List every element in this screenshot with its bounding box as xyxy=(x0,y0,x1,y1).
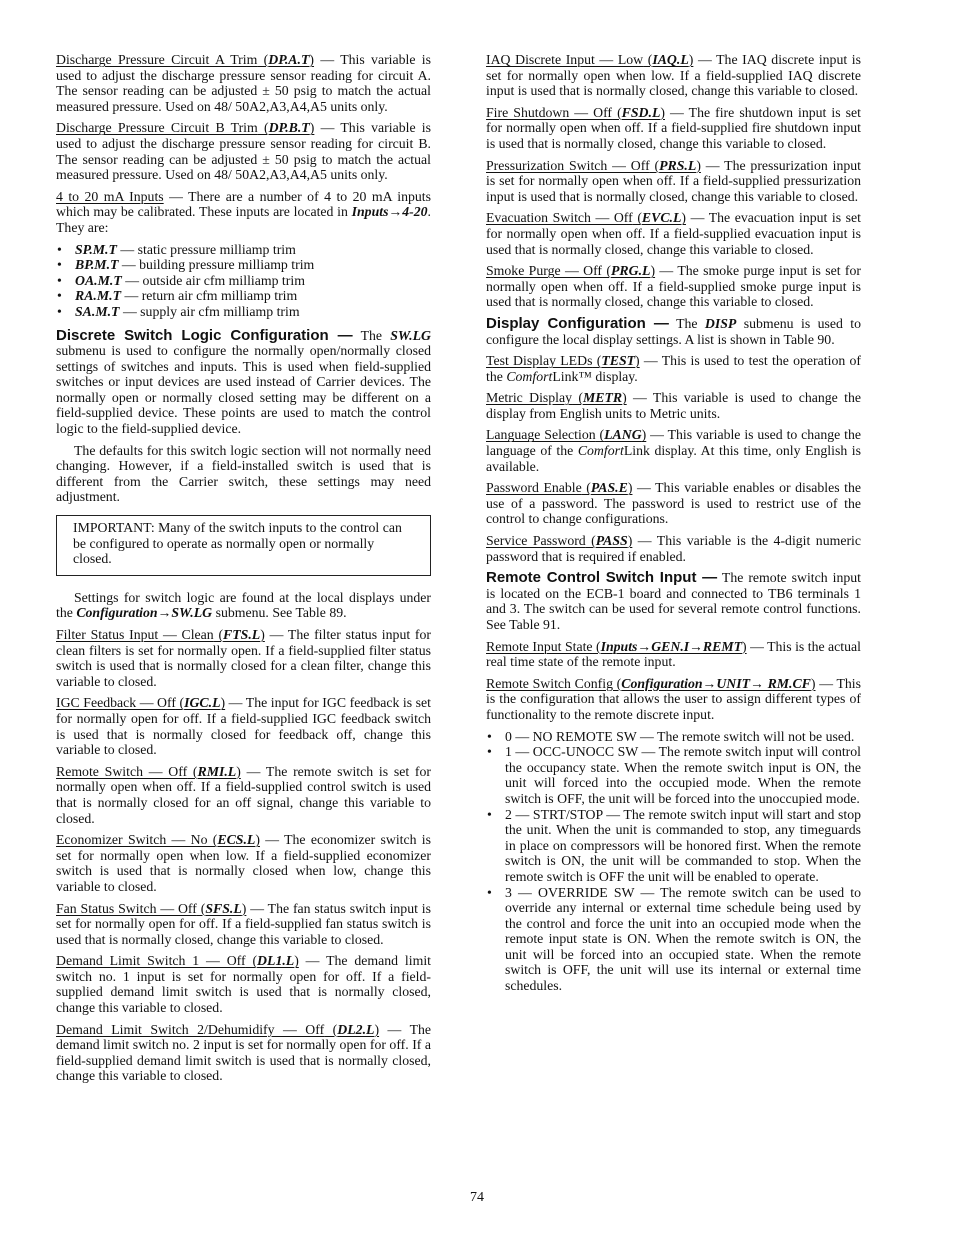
dp-a-trim-paragraph: Discharge Pressure Circuit A Trim (DP.A.T) — This variable is used to adjust the discharge pressure sensor reading for circuit A. The sensor reading can be adjusted ± 50 psig to match the actual measured pressure. Used on 48/ 50A2,A3,A4,A5 units only. xyxy=(56,52,432,114)
list-item: • 1 — OCC-UNOCC SW — The remote switch input will control the occupancy state. When the remote switch input is ON, the unit will forced into the occupied mode. When the remote switch is OFF, the unit will be forced into the unoccupied mode. xyxy=(487,744,861,806)
password-enable-paragraph: Password Enable (PAS.E) — This variable enables or disables the use of a password. The password is used to restrict use of the control to change configurations. xyxy=(486,480,861,527)
demand-limit-1-paragraph: Demand Limit Switch 1 — Off (DL1.L) — The demand limit switch no. 1 input is set for normally open for off. If a field-supplied demand limit switch is used that is normally closed, change this variable to closed. xyxy=(56,953,431,1016)
list-item: • BP.M.T — building pressure milliamp trim xyxy=(57,257,315,273)
remote-switch-config-paragraph: Remote Switch Config (Configuration→UNIT→ RM.CF) — This is the configuration that allows the user to assign different types of functionality to the remote discrete input. xyxy=(486,675,861,722)
left-column xyxy=(56,52,431,1090)
display-config-section: Display Configuration — The DISP submenu is used to configure the local display settings. A list is shown in Table 90. xyxy=(486,314,862,347)
important-notice-text: IMPORTANT: Many of the switch inputs to the control can be configured to operate as normally open or normally closed. xyxy=(73,520,402,567)
demand-limit-2-paragraph: Demand Limit Switch 2/Dehumidify — Off (DL2.L) — The demand limit switch no. 2 input is set for normally open for off. If a field-supplied demand limit switch is used that is normally closed, change this variable to closed. xyxy=(56,1021,432,1084)
remote-switch-paragraph: Remote Switch — Off (RMI.L) — The remote switch is set for normally open when off. If a field-supplied control switch is used that is normally closed for an off signal, change this variable to closed. xyxy=(56,763,431,826)
language-selection-paragraph: Language Selection (LANG) — This variable is used to change the language of the ComfortLink display. At this time, only English is available. xyxy=(486,427,862,474)
filter-status-paragraph: Filter Status Input — Clean (FTS.L) — The filter status input for clean filters is set for normally open. If a field-supplied filter status switch is used that is normally closed for a clean filter, change this variable to closed. xyxy=(56,627,432,689)
settings-paragraph: Settings for switch logic are found at the local displays under the Configuration→SW.LG submenu. See Table 89. xyxy=(56,589,431,621)
smoke-purge-paragraph: Smoke Purge — Off (PRG.L) — The smoke purge input is set for normally open when off. If a field-supplied smoke purge input is used that is normally closed, change this variable to closed. xyxy=(486,263,862,310)
discrete-switch-section: Discrete Switch Logic Configuration — The SW.LG submenu is used to configure the normally open/normally closed settings of switches and inputs. This is used when field-supplied switches or input devices are used instead of Carrier devices. The normally open or normally closed setting may be different on a field-supplied device. These points are used to match the control logic to the field-supplied device. xyxy=(56,326,431,437)
evacuation-paragraph: Evacuation Switch — Off (EVC.L) — The evacuation input is set for normally open when off. If a field-supplied evacuation input is used that is normally closed, change this variable to closed. xyxy=(486,210,862,257)
remote-control-section: Remote Control Switch Input — The remote switch input is located on the ECB-1 board and connected to TB6 terminals 1 and 3. The switch can be used for several remote control functions. See Table 91. xyxy=(486,569,862,632)
iaq-discrete-paragraph: IAQ Discrete Input — Low (IAQ.L) — The IAQ discrete input is set for normally open when low. If a field-supplied IAQ discrete input is used that is normally closed, change this variable to closed. xyxy=(486,52,861,99)
list-item: • SP.M.T — static pressure milliamp trim xyxy=(57,241,296,257)
test-display-paragraph: Test Display LEDs (TEST) — This is used to test the operation of the ComfortLink™ display. xyxy=(486,353,861,384)
fan-status-paragraph: Fan Status Switch — Off (SFS.L) — The fan status switch input is set for normally open for off. If a field-supplied fan status switch is used that is normally closed, change this variable to closed. xyxy=(56,900,431,947)
remote-input-state-paragraph: Remote Input State (Inputs→GEN.I→REMT) — This is the actual real time state of the remote input. xyxy=(486,638,861,670)
trim-bullet-list xyxy=(56,242,431,320)
list-item: • SA.M.T — supply air cfm milliamp trim xyxy=(57,303,300,319)
list-item: • 2 — STRT/STOP — The remote switch input will start and stop the unit. When the unit is commanded to stop, any timeguards in place on compressors will be honored first. When the remote switch is ON, the unit will be commanded to stop. When the remote switch is OFF the unit will be enabled to operate. xyxy=(487,806,861,884)
list-item: • RA.M.T — return air cfm milliamp trim xyxy=(57,288,298,304)
pressurization-paragraph: Pressurization Switch — Off (PRS.L) — The pressurization input is set for normally open when off. If a field-supplied pressurization input is used that is normally closed, change this variable to closed. xyxy=(486,157,862,204)
page-number: 74 xyxy=(470,1190,484,1205)
metric-display-paragraph: Metric Display (METR) — This variable is used to change the display from English units to Metric units. xyxy=(486,390,861,421)
important-notice-box xyxy=(56,515,431,576)
economizer-switch-paragraph: Economizer Switch — No (ECS.L) — The economizer switch is set for normally open when low. If a field-supplied economizer switch is used that is normally closed when low, change this variable to closed. xyxy=(56,832,431,894)
dp-b-trim-paragraph: Discharge Pressure Circuit B Trim (DP.B.T) — This variable is used to adjust the discharge pressure sensor reading for circuit B. The sensor reading can be adjusted ± 50 psig to match the actual measured pressure. Used on 48/ 50A2,A3,A4,A5 units only. xyxy=(56,120,432,183)
ma-inputs-paragraph: 4 to 20 mA Inputs — There are a number of 4 to 20 mA inputs which may be calibrated. These inputs are located in Inputs→4-20. They are: xyxy=(56,188,431,235)
fire-shutdown-paragraph: Fire Shutdown — Off (FSD.L) — The fire shutdown input is set for normally open when off. If a field-supplied fire shutdown input is used that is normally closed, change this variable to closed. xyxy=(486,104,861,151)
list-item: • 3 — OVERRIDE SW — The remote switch can be used to override any internal or external time schedule being used by the control and force the unit into an occupied mode when the remote input state is ON. When the remote switch is ON, the unit will be forced into an occupied state. When the remote switch is OFF, the unit will use its internal or external time schedules. xyxy=(487,884,861,994)
remote-mode-bullet-list xyxy=(486,729,861,994)
service-password-paragraph: Service Password (PASS) — This variable is the 4-digit numeric password that is required if enabled. xyxy=(486,533,861,564)
igc-feedback-paragraph: IGC Feedback — Off (IGC.L) — The input for IGC feedback is set for normally open for off. If a field-supplied IGC feedback switch is used that is normally closed for feedback off, change this variable to closed. xyxy=(56,695,431,758)
list-item: • 0 — NO REMOTE SW — The remote switch will not be used. xyxy=(487,728,855,744)
right-column xyxy=(486,52,861,1002)
defaults-paragraph: The defaults for this switch logic section will not normally need changing. However, if a field-installed switch is used that is different from the Carrier switch, these settings may need adjustment. xyxy=(56,442,431,505)
list-item: • OA.M.T — outside air cfm milliamp trim xyxy=(57,272,305,288)
